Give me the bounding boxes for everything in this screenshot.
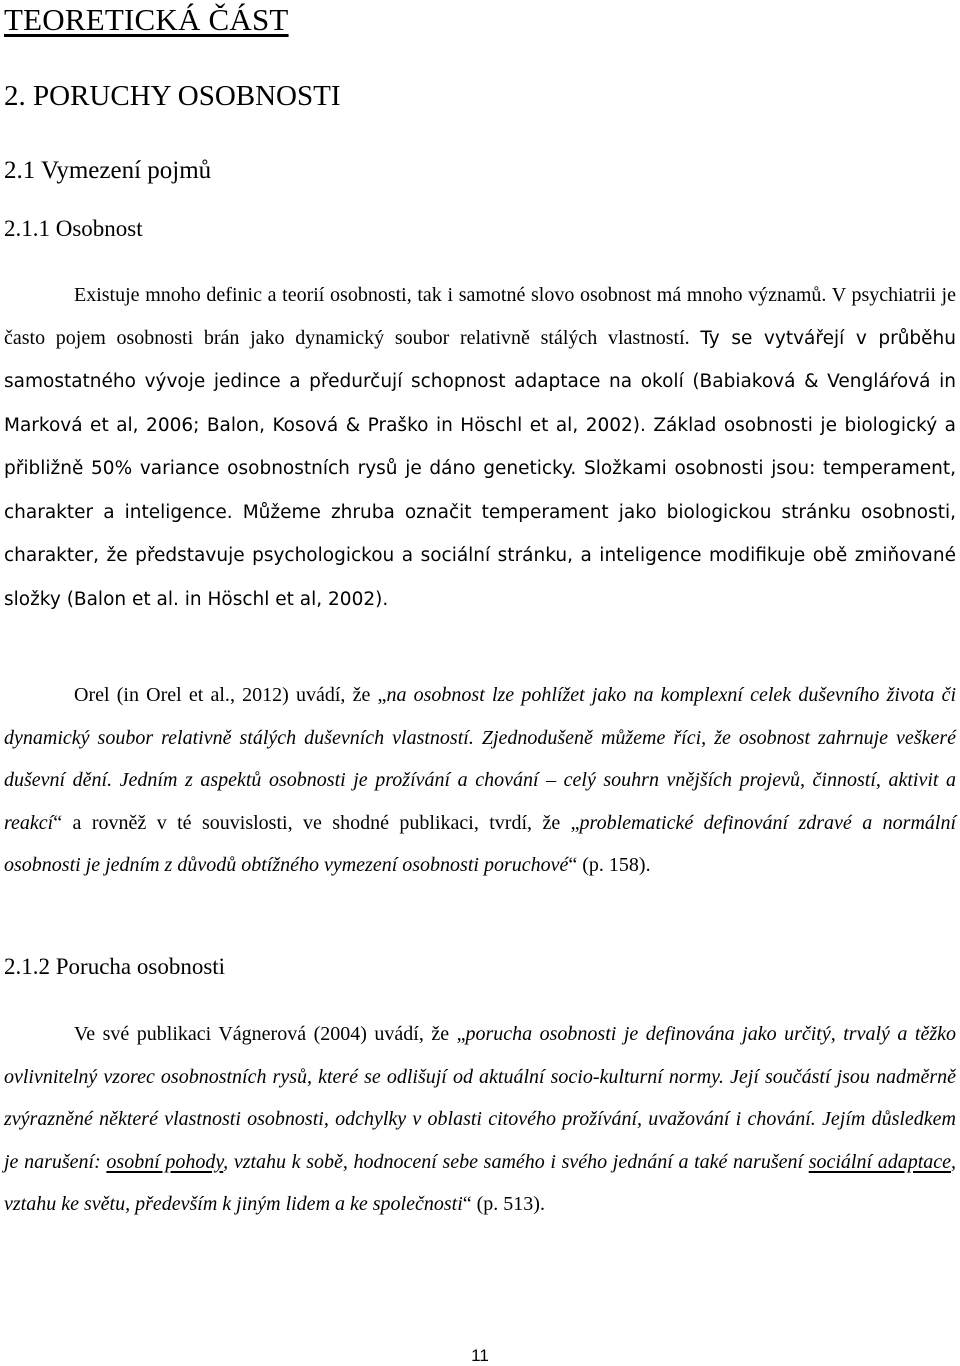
section-title: TEORETICKÁ ČÁST [4, 2, 289, 37]
paragraph-text-part: , 2012) uvádí, že „ [229, 684, 387, 706]
subsection-title-osobnost: 2.1.1 Osobnost [4, 216, 143, 241]
paragraph-orel-quote [4, 674, 956, 887]
paragraph-text-part: Existuje mnoho definic a teorií osobnosti, tak i samotné slovo osobnost má mnoho významů. V psychiatrii je často pojem osobnosti brán jako dynamický soubor relativně stálých vlastností. [4, 284, 956, 349]
paragraph-text-part: “ (p. 158). [568, 854, 651, 876]
paragraph-text-part: Orel (in Orel et al. [74, 684, 230, 706]
quoted-text: na osobnost lze pohlížet jako na komplexní celek duševního života či dynamický soubor relativně stálých duševních vlastností. Zjednodušeně můžeme říci, že osobnost zahrnuje veškeré duševní dění. Jedním z aspektů osobnosti je prožívání a chování – celý souhrn vnějších projevů, činností, aktivit a reakcí [4, 684, 957, 834]
paragraph-text-part: Ve své publikaci Vágnerová (2004) uvádí, že „ [74, 1023, 466, 1045]
paragraph-text-part: “ (p. 513). [462, 1193, 545, 1215]
page-number: 11 [471, 1346, 489, 1365]
subchapter-title: 2.1 Vymezení pojmů [4, 157, 212, 184]
subsection-title-porucha-osobnosti: 2.1.2 Porucha osobnosti [4, 954, 226, 979]
underlined-term: osobní pohody [106, 1150, 224, 1173]
quoted-text: problematické definování zdravé a normální osobnosti je jedním z důvodů obtížného vymezení osobnosti poruchové [4, 811, 957, 876]
paragraph-text-part: Můžeme zhruba označit temperament jako biologickou stránku osobnosti, charakter, že představuje psychologickou a sociální stránku, a inteligence modifikuje obě zmiňované složky (Balon et al. in Höschl et al, 2002). [4, 501, 956, 610]
paragraph-vagnerova-quote [4, 1013, 956, 1226]
underlined-term: sociální adaptace [808, 1150, 952, 1173]
paragraph-osobnost-definition [4, 274, 956, 621]
chapter-title: 2. PORUCHY OSOBNOSTI [4, 80, 341, 112]
paragraph-text-part: “ a rovněž v té souvislosti, ve shodné publikaci, tvrdí, že „ [53, 811, 580, 834]
quoted-text: , vztahu ke světu, především k jiným lidem a ke společnosti [4, 1150, 957, 1215]
paragraph-text-part: Ty se vytvářejí v průběhu samostatného vývoje jedince a předurčují schopnost adaptace na okolí (Babiaková & Vengláŕová in Marková et al, 2006; Balon, Kosová & Praško in Höschl et al, 2002). Základ osobnosti je biologický a přibližně 50% variance osobnostních rysů je dáno geneticky. Složkami osobnosti jsou: temperament, charakter a inteligence. [4, 327, 956, 523]
quoted-text: porucha osobnosti je definována jako určitý, trvalý a těžko ovlivnitelný vzorec osobnostních rysů, které se odlišují od aktuální socio-kulturní normy. Její součástí jsou nadměrně zvýrazněné některé vlastnosti osobnosti, odchylky v oblasti citového prožívání, uvažování i chování. Jejím důsledkem je narušení: [4, 1023, 956, 1173]
quoted-text: , vztahu k sobě, hodnocení sebe samého i svého jednání a také narušení [223, 1150, 809, 1173]
